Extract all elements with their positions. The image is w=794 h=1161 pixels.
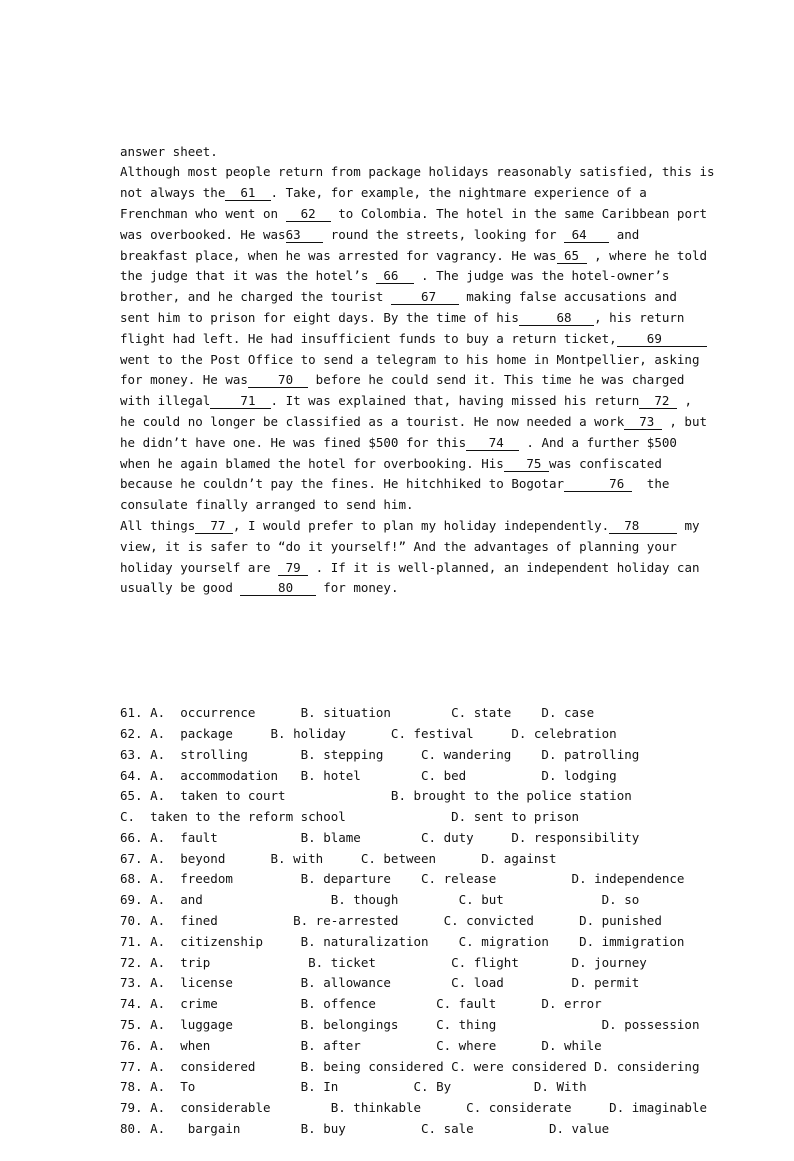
spacer <box>120 641 680 662</box>
passage-line <box>120 558 700 579</box>
passage-text: holiday yourself are <box>120 559 279 575</box>
answer-blank: 69 <box>616 330 708 346</box>
answer-blank: 78 <box>609 517 677 533</box>
passage-text: the <box>631 476 670 492</box>
passage-text: flight had left. He had insufficient funds to buy a return ticket, <box>120 330 617 346</box>
passage-text: , where he told <box>586 247 708 263</box>
passage-line <box>120 350 700 371</box>
answer-blank: 70 <box>247 372 309 388</box>
answer-blank: 76 <box>564 476 632 492</box>
passage-line <box>120 578 680 599</box>
passage-text: for money. He was <box>120 372 248 388</box>
option-line: 70. A. fined B. re-arrested C. convicted D. punished <box>120 913 662 929</box>
passage-text: went to the Post Office to send a telegram to his home in Montpellier, asking <box>120 351 700 367</box>
passage-line <box>120 474 680 495</box>
passage-text: the judge that it was the hotel’s <box>120 268 376 284</box>
passage-line <box>120 370 685 391</box>
passage-text: because he couldn’t pay the fines. He hitchhiked to Bogotar <box>120 476 565 492</box>
option-line: 69. A. and B. though C. but D. so <box>120 892 640 908</box>
passage-line <box>120 454 680 475</box>
option-line: 68. A. freedom B. departure C. release D. independence <box>120 871 685 887</box>
answer-blank: 67 <box>390 289 459 305</box>
passage-line <box>120 183 680 204</box>
passage-text: was overbooked. He was <box>120 226 286 242</box>
answer-blank: 66 <box>375 268 414 284</box>
option-line: 79. A. considerable B. thinkable C. considerate D. imaginable <box>120 1100 707 1116</box>
passage-text: and <box>609 226 640 242</box>
passage-text: breakfast place, when he was arrested for vagrancy. He was <box>120 247 557 263</box>
passage-text: my <box>676 517 700 533</box>
passage-line <box>120 412 708 433</box>
passage-line <box>120 433 680 454</box>
passage-line <box>120 246 708 267</box>
answer-blank: 73 <box>624 413 662 429</box>
answer-blank: 62 <box>285 205 331 221</box>
passage-text: usually be good <box>120 580 241 596</box>
passage-line <box>120 537 680 558</box>
passage-text: answer sheet. <box>120 143 218 159</box>
passage-line <box>120 204 708 225</box>
option-line: 61. A. occurrence B. situation C. state D. case <box>120 705 595 721</box>
passage-text: sent him to prison for eight days. By the time of his <box>120 309 519 325</box>
option-line: 63. A. strolling B. stepping C. wandering D. patrolling <box>120 746 640 762</box>
answer-blank: 63 <box>285 226 324 242</box>
passage-text: was confiscated <box>548 455 662 471</box>
passage-text: view, it is safer to “do it yourself!” And the advantages of planning your <box>120 538 677 554</box>
option-line: 64. A. accommodation B. hotel C. bed D. lodging <box>120 767 617 783</box>
option-line: 78. A. To B. In C. By D. With <box>120 1079 587 1095</box>
passage-line <box>120 516 700 537</box>
answer-blank: 74 <box>466 434 519 450</box>
answer-blank: 65 <box>556 247 587 263</box>
passage-text: he didn’t have one. He was fined $500 for this <box>120 434 467 450</box>
option-line: 77. A. considered B. being considered C. were considered D. considering <box>120 1058 700 1074</box>
answer-blank: 75 <box>503 455 549 471</box>
passage-text: All things <box>120 517 196 533</box>
passage-text: , his return <box>594 309 685 325</box>
passage-text: . If it is well-planned, an independent holiday can <box>308 559 700 575</box>
answer-options <box>120 703 707 1140</box>
cloze-passage <box>120 142 715 600</box>
passage-text: Frenchman who went on <box>120 205 286 221</box>
answer-blank: 72 <box>639 393 677 409</box>
option-line: 73. A. license B. allowance C. load D. permit <box>120 975 640 991</box>
passage-text: , I would prefer to plan my holiday independently. <box>232 517 610 533</box>
answer-blank: 77 <box>195 517 233 533</box>
passage-line <box>120 162 715 183</box>
passage-line <box>120 329 708 350</box>
passage-text: round the streets, looking for <box>323 226 565 242</box>
passage-text: consulate finally arranged to send him. <box>120 497 414 513</box>
option-line: 74. A. crime B. offence C. fault D. error <box>120 996 602 1012</box>
passage-text: making false accusations and <box>458 289 677 305</box>
option-line: 80. A. bargain B. buy C. sale D. value <box>120 1121 610 1137</box>
passage-text: , <box>676 393 692 409</box>
passage-text: . It was explained that, having missed his return <box>270 393 640 409</box>
option-line: 75. A. luggage B. belongings C. thing D. possession <box>120 1017 700 1033</box>
option-line: 67. A. beyond B. with C. between D. against <box>120 850 557 866</box>
passage-text: with illegal <box>120 393 211 409</box>
passage-line <box>120 308 685 329</box>
passage-line <box>120 266 680 287</box>
passage-text: he could no longer be classified as a tourist. He now needed a work <box>120 413 625 429</box>
passage-text: Although most people return from package holidays reasonably satisfied, this is <box>120 164 715 180</box>
option-line: 66. A. fault B. blame C. duty D. responsibility <box>120 829 640 845</box>
passage-line <box>120 495 680 516</box>
passage-text: for money. <box>315 580 399 596</box>
passage-line <box>120 391 692 412</box>
passage-line <box>120 142 680 163</box>
passage-line <box>120 225 680 246</box>
passage-line <box>120 287 680 308</box>
answer-blank: 64 <box>564 226 610 242</box>
option-line: 65. A. taken to court B. brought to the police station <box>120 788 632 804</box>
option-line: 71. A. citizenship B. naturalization C. migration D. immigration <box>120 933 685 949</box>
option-line: 62. A. package B. holiday C. festival D. celebration <box>120 725 617 741</box>
passage-text: . Take, for example, the nightmare experience of a <box>270 185 647 201</box>
passage-text: to Colombia. The hotel in the same Caribbean port <box>330 205 708 221</box>
answer-blank: 68 <box>518 309 595 325</box>
answer-blank: 61 <box>225 185 271 201</box>
option-line: 72. A. trip B. ticket C. flight D. journey <box>120 954 647 970</box>
passage-text: before he could send it. This time he was charged <box>308 372 685 388</box>
passage-text: , but <box>661 413 708 429</box>
answer-blank: 71 <box>210 393 271 409</box>
option-line: C. taken to the reform school D. sent to prison <box>120 809 580 825</box>
passage-text: when he again blamed the hotel for overbooking. His <box>120 455 504 471</box>
passage-text: brother, and he charged the tourist <box>120 289 391 305</box>
passage-text: . And a further $500 <box>518 434 677 450</box>
passage-text: . The judge was the hotel-owner’s <box>413 268 670 284</box>
option-line: 76. A. when B. after C. where D. while <box>120 1037 602 1053</box>
document-page <box>120 100 715 1161</box>
answer-blank: 79 <box>278 559 309 575</box>
answer-blank: 80 <box>240 580 316 596</box>
passage-text: not always the <box>120 185 226 201</box>
